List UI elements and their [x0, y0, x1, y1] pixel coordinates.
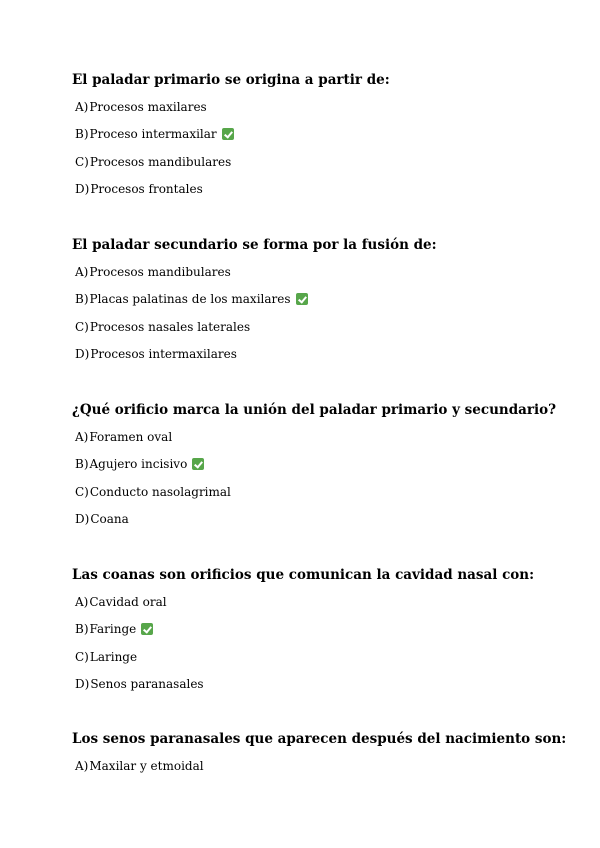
- question-text: El paladar primario se origina a partir de:: [72, 72, 390, 88]
- check-mark-icon: [192, 458, 204, 470]
- option-c: [75, 482, 572, 502]
- option-letter: A): [75, 430, 89, 444]
- option-letter: D): [75, 512, 90, 527]
- option-text: Faringe: [89, 622, 137, 637]
- option-letter: C): [75, 649, 89, 664]
- option-text: Procesos mandibulares: [89, 154, 232, 169]
- option-text: Cavidad oral: [89, 595, 167, 609]
- option-text: Procesos nasales laterales: [89, 319, 251, 334]
- option-letter: A): [75, 595, 89, 609]
- option-letter: B): [75, 127, 89, 142]
- option-d: [75, 509, 572, 529]
- option-text: Laringe: [89, 649, 138, 664]
- option-letter: B): [75, 622, 89, 637]
- option-letter: A): [75, 759, 89, 773]
- option-d: [75, 344, 572, 364]
- option-text: Procesos maxilares: [89, 100, 207, 114]
- option-text: Agujero incisivo: [89, 457, 188, 472]
- option-text: Senos paranasales: [90, 677, 204, 692]
- question-text: Los senos paranasales que aparecen después del nacimiento son:: [72, 731, 567, 747]
- question-2: [72, 235, 572, 372]
- check-mark-icon: [296, 293, 308, 305]
- option-text: Placas palatinas de los maxilares: [89, 292, 291, 307]
- option-text: Foramen oval: [89, 430, 173, 444]
- question-text: ¿Qué orificio marca la unión del paladar primario y secundario?: [72, 402, 557, 418]
- option-b: [75, 124, 572, 144]
- option-c: [75, 317, 572, 337]
- option-letter: B): [75, 292, 89, 307]
- option-text: Conducto nasolagrimal: [89, 484, 231, 499]
- option-text: Maxilar y etmoidal: [89, 759, 204, 773]
- option-text: Procesos mandibulares: [89, 265, 231, 279]
- option-b: [75, 619, 572, 639]
- question-5: [72, 729, 572, 783]
- option-letter: B): [75, 457, 89, 472]
- option-a: [75, 97, 572, 117]
- question-text: Las coanas son orificios que comunican la cavidad nasal con:: [72, 567, 535, 583]
- option-b: [75, 454, 572, 474]
- option-a: [75, 756, 572, 776]
- option-a: [75, 427, 572, 447]
- question-1: [72, 70, 572, 207]
- check-mark-icon: [141, 623, 153, 635]
- option-c: [75, 647, 572, 667]
- question-4: [72, 565, 572, 702]
- option-c: [75, 152, 572, 172]
- option-text: Coana: [90, 512, 129, 527]
- option-letter: D): [75, 347, 90, 362]
- option-letter: C): [75, 484, 89, 499]
- question-text: El paladar secundario se forma por la fusión de:: [72, 237, 437, 253]
- option-b: [75, 289, 572, 309]
- option-text: Procesos frontales: [90, 182, 203, 197]
- option-letter: D): [75, 677, 90, 692]
- option-d: [75, 674, 572, 694]
- option-letter: A): [75, 100, 89, 114]
- option-letter: C): [75, 319, 89, 334]
- question-3: [72, 400, 572, 537]
- option-a: [75, 592, 572, 612]
- check-mark-icon: [222, 128, 234, 140]
- option-d: [75, 179, 572, 199]
- option-text: Procesos intermaxilares: [90, 347, 237, 362]
- option-letter: C): [75, 154, 89, 169]
- option-a: [75, 262, 572, 282]
- option-letter: A): [75, 265, 89, 279]
- option-text: Proceso intermaxilar: [89, 127, 217, 142]
- option-letter: D): [75, 182, 90, 197]
